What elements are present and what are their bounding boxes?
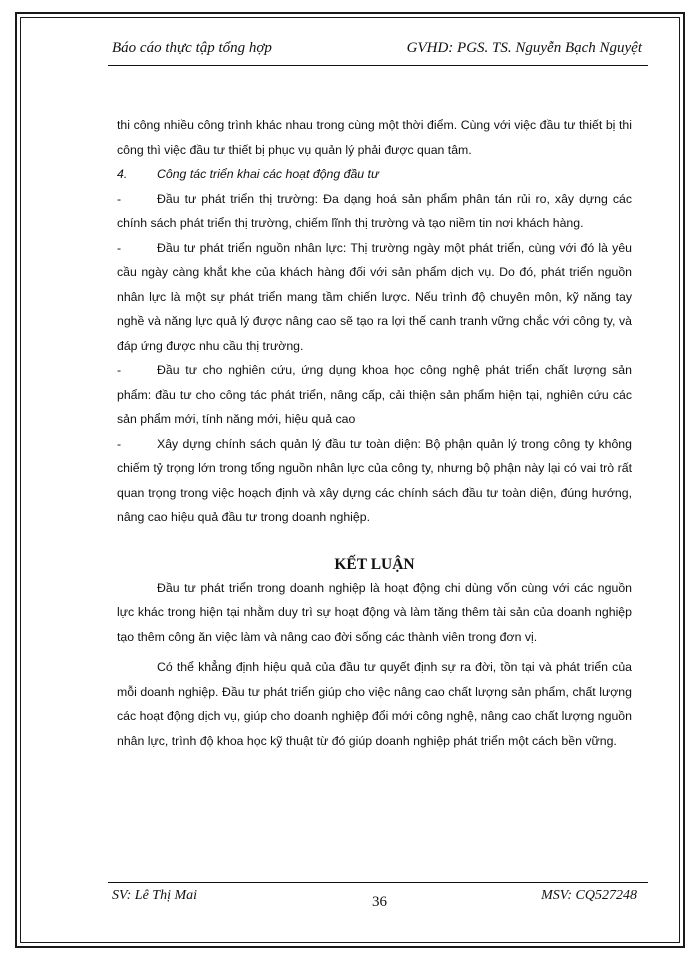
intro-paragraph: thi công nhiều công trình khác nhau trong cùng một thời điểm. Cùng với việc đầu tư thiết bị thi công thì việc đầu tư thiết bị phục vụ quản lý phải được quan tâm. bbox=[117, 118, 632, 157]
page-header bbox=[112, 40, 642, 57]
section-heading bbox=[117, 162, 632, 187]
footer-student-id: MSV: CQ527248 bbox=[541, 888, 637, 903]
bullet-text: Đầu tư phát triển nguồn nhân lực: Thị trường ngày một phát triển, cùng với đó là yêu cầu ngày càng khắt khe của khách hàng đối với sản phẩm dịch vụ. Do đó, phát triển nguồn nhân lực là một sự phát triển mang tầm chiến lược. Nếu trình độ chuyên môn, kỹ năng tay nghề và năng lực quả lý được nâng cao sẽ tạo ra lợi thế canh tranh vững chắc với công ty, và đáp ứng được nhu cầu thị trường. bbox=[117, 240, 632, 353]
footer-rule bbox=[108, 882, 648, 883]
page-content bbox=[117, 113, 632, 753]
conclusion-paragraph: Đầu tư phát triển trong doanh nghiệp là hoạt động chi dùng vốn cùng với các nguồn lực khác trong hiện tại nhằm duy trì sự hoạt động và làm tăng thêm tài sản của doanh nghiệp tạo thêm công ăn việc làm và nâng cao đời sống các thành viên trong đơn vị. bbox=[117, 580, 632, 644]
header-report-title: Báo cáo thực tập tổng hợp bbox=[112, 40, 272, 56]
section-number: 4. bbox=[117, 167, 128, 181]
conclusion-heading: KẾT LUẬN bbox=[334, 555, 415, 573]
bullet-item bbox=[117, 187, 632, 236]
page-number: 36 bbox=[372, 894, 387, 910]
bullet-item bbox=[117, 432, 632, 530]
header-advisor: GVHD: PGS. TS. Nguyễn Bạch Nguyệt bbox=[406, 40, 642, 56]
bullet-item bbox=[117, 236, 632, 359]
bullet-mark: - bbox=[117, 436, 122, 451]
bullet-text: Xây dựng chính sách quản lý đầu tư toàn diện: Bộ phận quản lý trong công ty không chiếm tỷ trọng lớn trong tổng nguồn nhân lực của công ty, nhưng bộ phận này lại có vai trò rất quan trọng trong việc hoạch định và xây dựng các chính sách đầu tư toàn diện, đúng hướng, nâng cao hiệu quả đầu tư trong doanh nghiệp. bbox=[117, 436, 632, 524]
bullet-text: Đầu tư phát triển thị trường: Đa dạng hoá sản phẩm phân tán rủi ro, xây dựng các chính sách phát triển thị trường, chiếm lĩnh thị trường và tạo niềm tin nơi khách hàng. bbox=[117, 191, 632, 230]
bullet-text: Đầu tư cho nghiên cứu, ứng dụng khoa học công nghệ phát triển chất lượng sản phẩm: đầu tư cho công tác phát triển, nâng cấp, cải thiện sản phẩm hiện tại, nghiên cứu các sản phẩm mới, tính năng mới, hiệu quả cao bbox=[117, 363, 632, 426]
header-rule bbox=[108, 65, 648, 66]
footer-student: SV: Lê Thị Mai bbox=[112, 888, 198, 903]
bullet-mark: - bbox=[117, 363, 122, 377]
bullet-item bbox=[117, 358, 632, 432]
bullet-mark: - bbox=[117, 191, 122, 206]
conclusion-paragraph: Có thể khẳng định hiệu quả của đầu tư quyết định sự ra đời, tồn tại và phát triển của mỗi doanh nghiệp. Đầu tư phát triển giúp cho việc nâng cao chất lượng sản phẩm, chất lượng các hoạt động dịch vụ, giúp cho doanh nghiệp đổi mới công nghệ, nâng cao chất lượng nguồn nhân lực, trình độ khoa học kỹ thuật từ đó giúp doanh nghiệp phát triển một cách bền vững. bbox=[117, 660, 632, 748]
bullet-mark: - bbox=[117, 240, 122, 255]
section-title: Công tác triển khai các hoạt động đầu tư bbox=[157, 167, 379, 181]
